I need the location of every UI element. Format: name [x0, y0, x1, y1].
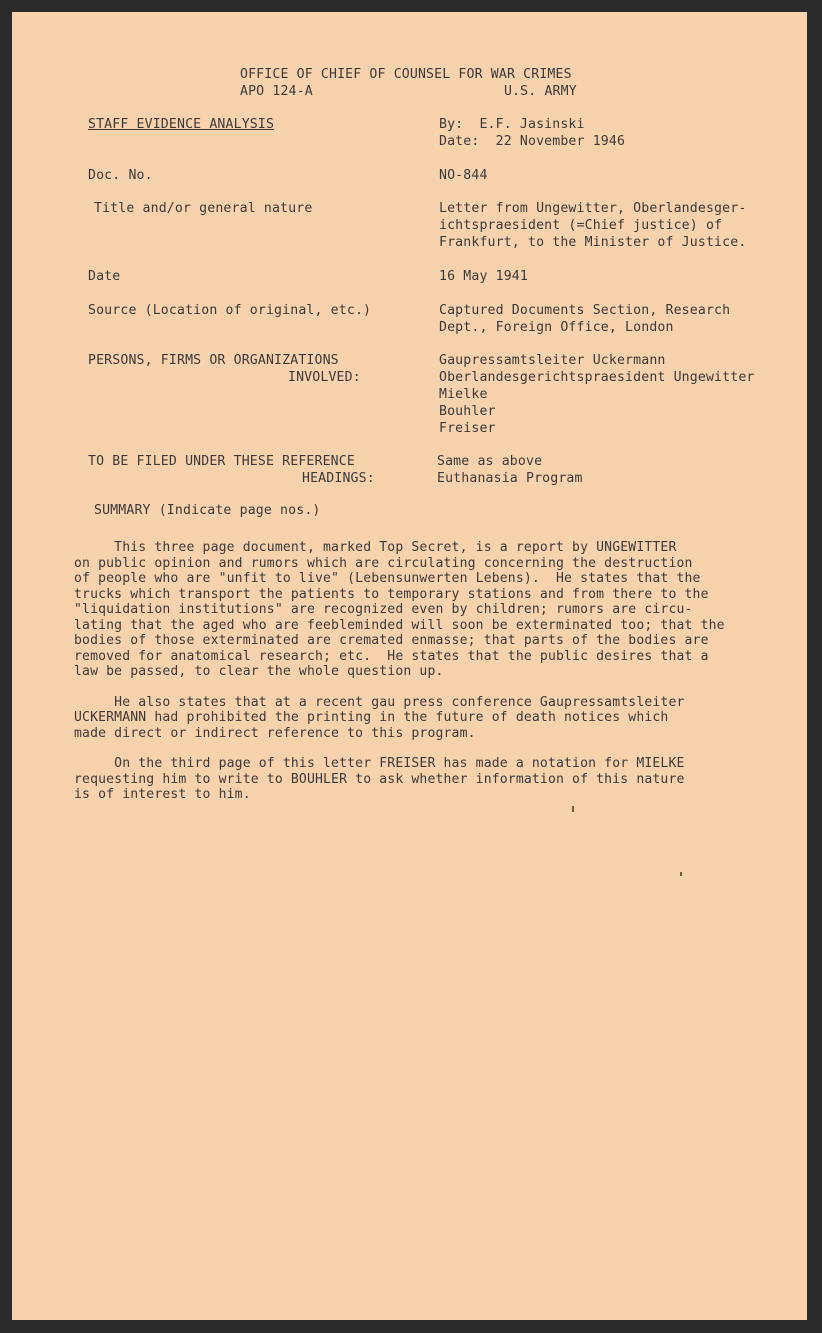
army-label: U.S. ARMY: [504, 84, 577, 99]
person-entry: Gaupressamtsleiter Uckermann: [439, 353, 666, 368]
summary-body: [74, 540, 774, 818]
reference-heading: Same as above: [437, 454, 543, 469]
person-entry: Freiser: [439, 421, 496, 436]
office-heading: OFFICE OF CHIEF OF COUNSEL FOR WAR CRIMES: [240, 67, 572, 82]
title-line: ichtspraesident (=Chief justice) of: [439, 218, 723, 233]
analysis-heading: STAFF EVIDENCE ANALYSIS: [88, 117, 275, 132]
document-page: [12, 12, 807, 1320]
summary-paragraph: On the third page of this letter FREISER has made a notation for MIELKE requesting him to write to BOUHLER to ask whether information of this nature is of interest to him.: [74, 756, 685, 802]
doc-number: NO-844: [439, 168, 488, 183]
paper-mark: [572, 806, 574, 812]
field-label: HEADINGS:: [302, 471, 375, 486]
reference-heading: Euthanasia Program: [437, 471, 583, 486]
title-line: Frankfurt, to the Minister of Justice.: [439, 235, 747, 250]
person-entry: Oberlandesgerichtspraesident Ungewitter: [439, 370, 755, 385]
paper-mark: [680, 872, 682, 876]
field-label: Source (Location of original, etc.): [88, 303, 372, 318]
source-line: Captured Documents Section, Research: [439, 303, 731, 318]
field-label: TO BE FILED UNDER THESE REFERENCE: [88, 454, 355, 469]
person-entry: Bouhler: [439, 404, 496, 419]
analysis-date: Date: 22 November 1946: [439, 134, 626, 149]
letter-date: 16 May 1941: [439, 269, 528, 284]
summary-paragraph: This three page document, marked Top Secret, is a report by UNGEWITTER on public opinion and rumors which are circulating concerning the destruction of people who are "unfit to live" (Lebensunwerten Lebens). He states that the trucks which transport the patients to temporary stations and from there to the "liquidation institutions" are recognized even by children; rumors are circu- lating that the aged who are feebleminded will soon be exterminated too; that the bodies of those exterminated are cremated enmasse; that parts of the bodies are removed for anatomical research; etc. He states that the public desires that a law be passed, to clear the whole question up.: [74, 540, 725, 679]
apo-number: APO 124-A: [240, 84, 313, 99]
person-entry: Mielke: [439, 387, 488, 402]
field-label: Date: [88, 269, 121, 284]
field-label: PERSONS, FIRMS OR ORGANIZATIONS: [88, 353, 339, 368]
field-label: Doc. No.: [88, 168, 153, 183]
field-label: INVOLVED:: [288, 370, 361, 385]
source-line: Dept., Foreign Office, London: [439, 320, 674, 335]
field-label: Title and/or general nature: [94, 201, 313, 216]
summary-paragraph: He also states that at a recent gau press conference Gaupressamtsleiter UCKERMANN had prohibited the printing in the future of death notices which made direct or indirect reference to this program.: [74, 694, 685, 741]
summary-heading: SUMMARY (Indicate page nos.): [94, 503, 321, 518]
analyst-name: By: E.F. Jasinski: [439, 117, 585, 132]
title-line: Letter from Ungewitter, Oberlandesger-: [439, 201, 747, 216]
